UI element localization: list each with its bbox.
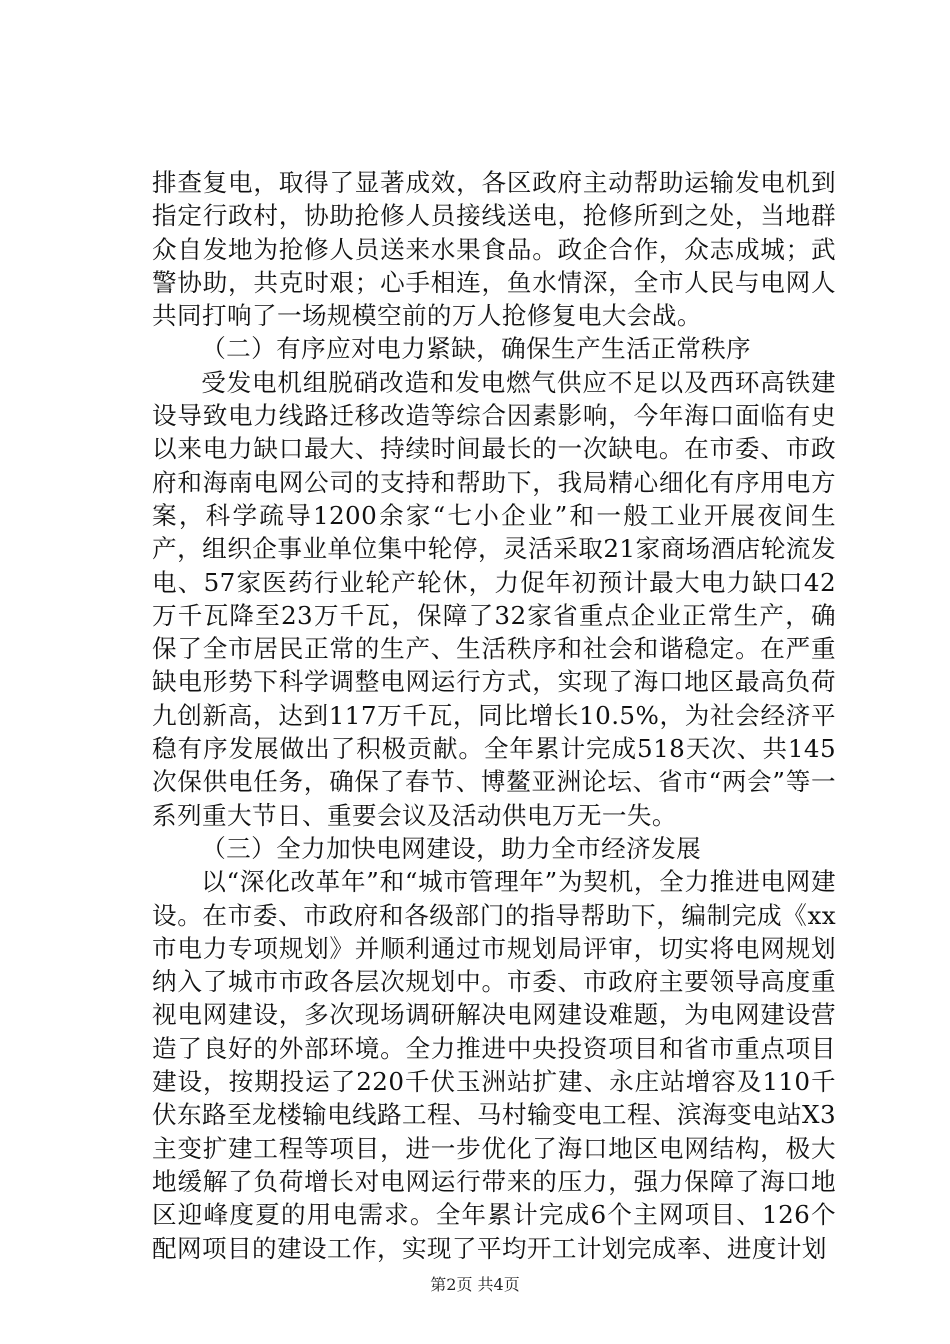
paragraph-power-shortage: 受发电机组脱硝改造和发电燃气供应不足以及西环高铁建设导致电力线路迁移改造等综合因素影响，今年海口面临有史以来电力缺口最大、持续时间最长的一次缺电。在市委、市政府和海南电网公司的支持和帮助下，我局精心细化有序用电方案，科学疏导1200余家“七小企业”和一般工业开展夜间生产，组织企事业单位集中轮停，灵活采取21家商场酒店轮流发电、57家医药行业轮产轮休，力促年初预计最大电力缺口42万千瓦降至23万千瓦，保障了32家省重点企业正常生产，确保了全市居民正常的生产、生活秩序和社会和谐稳定。在严重缺电形势下科学调整电网运行方式，实现了海口地区最高负荷九创新高，达到117万千瓦，同比增长10.5%，为社会经济平稳有序发展做出了积极贡献。全年累计完成518天次、共145次保供电任务，确保了春节、博鳌亚洲论坛、省市“两会”等一系列重大节日、重要会议及活动供电万无一失。 xyxy=(152,367,836,830)
paragraph-continued-repair: 排查复电，取得了显著成效，各区政府主动帮助运输发电机到指定行政村，协助抢修人员接线送电，抢修所到之处，当地群众自发地为抢修人员送来水果食品。政企合作，众志成城；武警协助，共克时艰；心手相连，鱼水情深，全市人民与电网人共同打响了一场规模空前的万人抢修复电大会战。 xyxy=(152,168,836,331)
section-heading-power-shortage: （二）有序应对电力紧缺，确保生产生活正常秩序 xyxy=(201,334,752,364)
paragraph-grid-construction: 以“深化改革年”和“城市管理年”为契机，全力推进电网建设。在市委、市政府和各级部门的指导帮助下，编制完成《xx市电力专项规划》并顺利通过市规划局评审，切实将电网规划纳入了城市市政各层次规划中。市委、市政府主要领导高度重视电网建设，多次现场调研解决电网建设难题，为电网建设营造了良好的外部环境。全力推进中央投资项目和省市重点项目建设，按期投运了220千伏玉洲站扩建、永庄站增容及110千伏东路至龙楼输电线路工程、马村输变电工程、滨海变电站X3主变扩建工程等项目，进一步优化了海口地区电网结构，极大地缓解了负荷增长对电网运行带来的压力，强力保障了海口地区迎峰度夏的用电需求。全年累计完成6个主网项目、126个配网项目的建设工作，实现了平均开工计划完成率、进度计划 xyxy=(152,867,836,1263)
section-heading-grid-construction: （三）全力加快电网建设，助力全市经济发展 xyxy=(201,833,702,863)
document-body xyxy=(152,166,836,1265)
page-number-footer: 第2页 共4页 xyxy=(430,1275,520,1294)
